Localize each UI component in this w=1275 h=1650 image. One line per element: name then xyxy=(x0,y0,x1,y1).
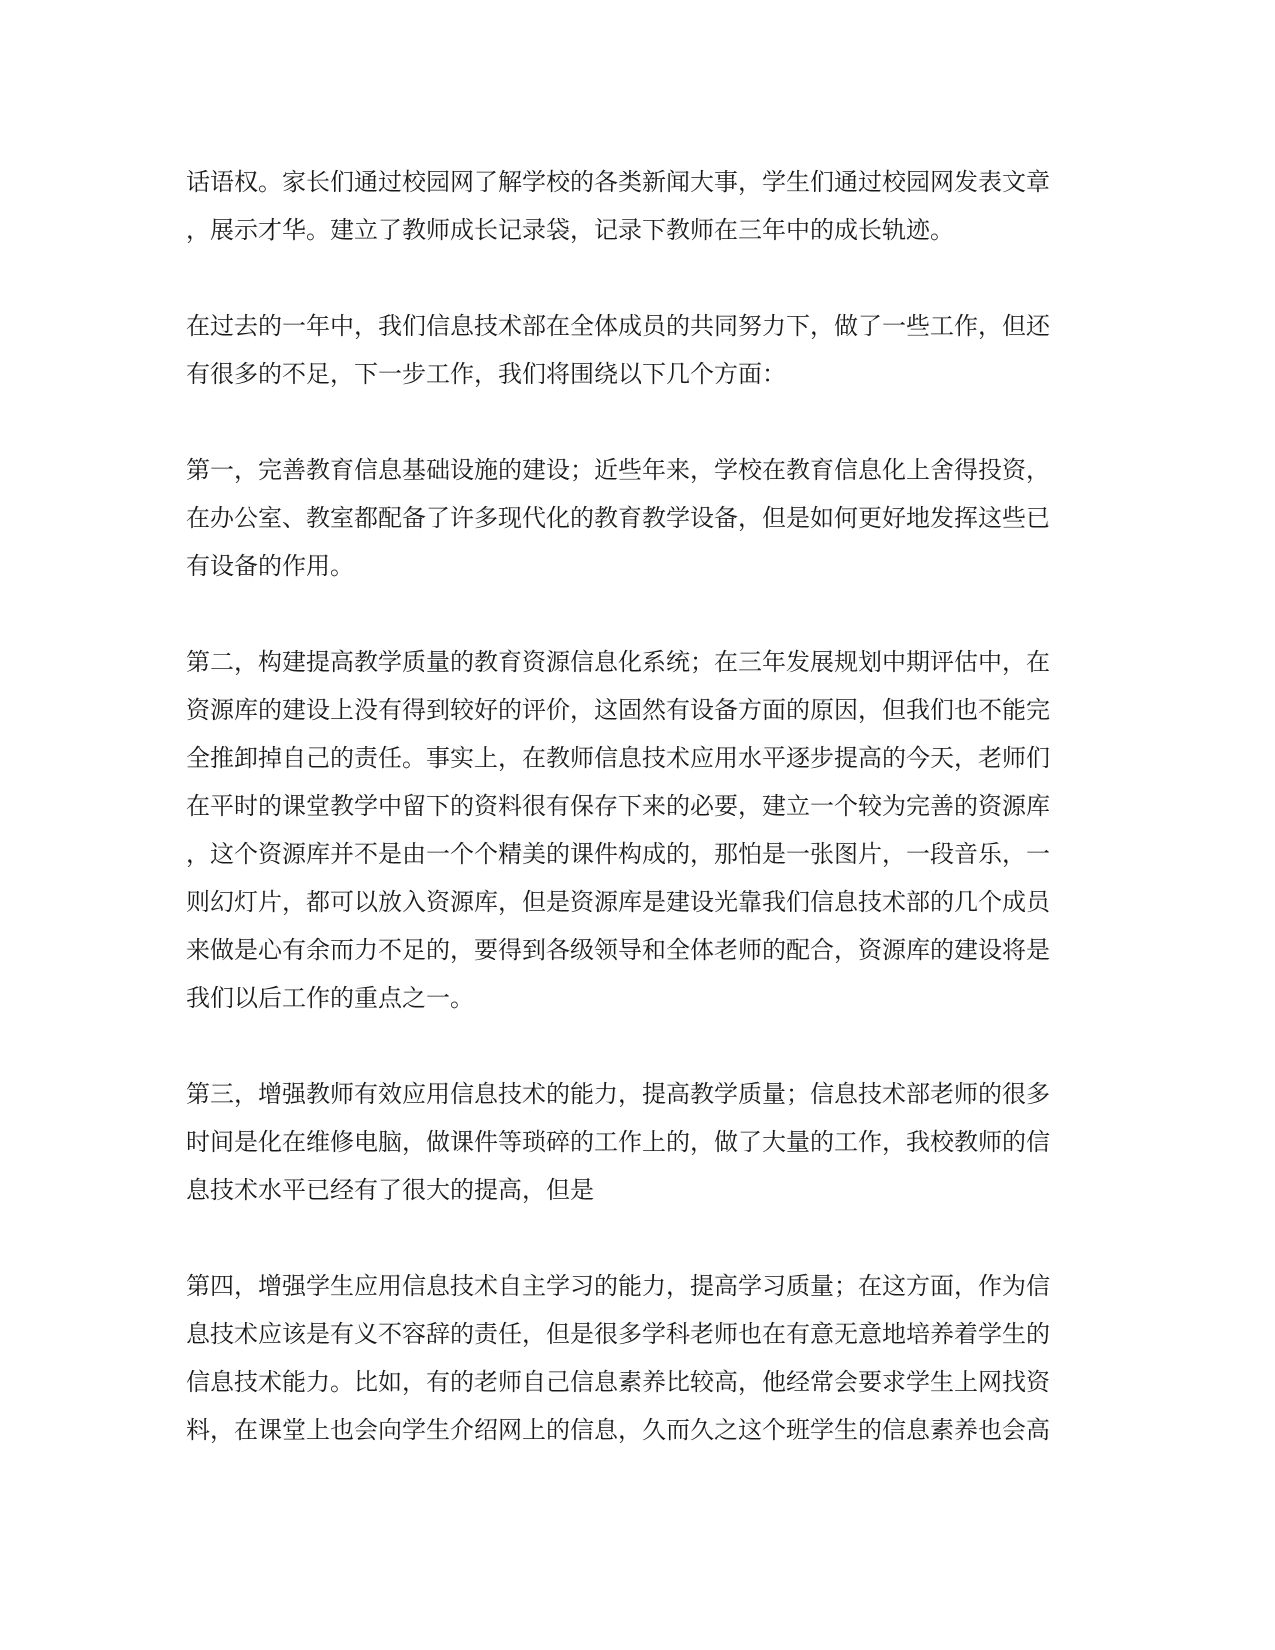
text-line: 信息技术能力。比如，有的老师自己信息素养比较高，他经常会要求学生上网找资 xyxy=(186,1368,1050,1396)
text-line: 第一，完善教育信息基础设施的建设；近些年来，学校在教育信息化上舍得投资， xyxy=(186,456,1050,484)
text-line: 来做是心有余而力不足的，要得到各级领导和全体老师的配合，资源库的建设将是 xyxy=(186,936,1050,964)
paragraph-6 xyxy=(186,1262,1086,1454)
text-line: 有设备的作用。 xyxy=(186,552,354,580)
text-line: 在过去的一年中，我们信息技术部在全体成员的共同努力下，做了一些工作，但还 xyxy=(186,312,1050,340)
text-line: 全推卸掉自己的责任。事实上，在教师信息技术应用水平逐步提高的今天，老师们 xyxy=(186,744,1050,772)
paragraph-5 xyxy=(186,1070,1086,1214)
text-line: 话语权。家长们通过校园网了解学校的各类新闻大事，学生们通过校园网发表文章 xyxy=(186,168,1050,196)
text-line: 资源库的建设上没有得到较好的评价，这固然有设备方面的原因，但我们也不能完 xyxy=(186,696,1050,724)
text-line: 第三，增强教师有效应用信息技术的能力，提高教学质量；信息技术部老师的很多 xyxy=(186,1080,1050,1108)
text-line: 息技术应该是有义不容辞的责任，但是很多学科老师也在有意无意地培养着学生的 xyxy=(186,1320,1050,1348)
paragraph-1 xyxy=(186,158,1086,254)
text-line: 有很多的不足，下一步工作，我们将围绕以下几个方面： xyxy=(186,360,786,388)
text-line: 时间是化在维修电脑，做课件等琐碎的工作上的，做了大量的工作，我校教师的信 xyxy=(186,1128,1050,1156)
paragraph-2 xyxy=(186,302,1086,398)
text-line: 则幻灯片，都可以放入资源库，但是资源库是建设光靠我们信息技术部的几个成员 xyxy=(186,888,1050,916)
text-line: 第四，增强学生应用信息技术自主学习的能力，提高学习质量；在这方面，作为信 xyxy=(186,1272,1050,1300)
text-line: ，展示才华。建立了教师成长记录袋，记录下教师在三年中的成长轨迹。 xyxy=(186,216,954,244)
text-line: 料，在课堂上也会向学生介绍网上的信息，久而久之这个班学生的信息素养也会高 xyxy=(186,1416,1050,1444)
paragraph-3 xyxy=(186,446,1086,590)
text-line: 我们以后工作的重点之一。 xyxy=(186,984,474,1012)
text-line: 息技术水平已经有了很大的提高，但是 xyxy=(186,1176,594,1204)
text-line: 在平时的课堂教学中留下的资料很有保存下来的必要，建立一个较为完善的资源库 xyxy=(186,792,1050,820)
text-line: 在办公室、教室都配备了许多现代化的教育教学设备，但是如何更好地发挥这些已 xyxy=(186,504,1050,532)
text-line: 第二，构建提高教学质量的教育资源信息化系统；在三年发展规划中期评估中，在 xyxy=(186,648,1050,676)
document-body xyxy=(186,158,1086,1502)
paragraph-4 xyxy=(186,638,1086,1022)
text-line: ，这个资源库并不是由一个个精美的课件构成的，那怕是一张图片，一段音乐，一 xyxy=(186,840,1050,868)
